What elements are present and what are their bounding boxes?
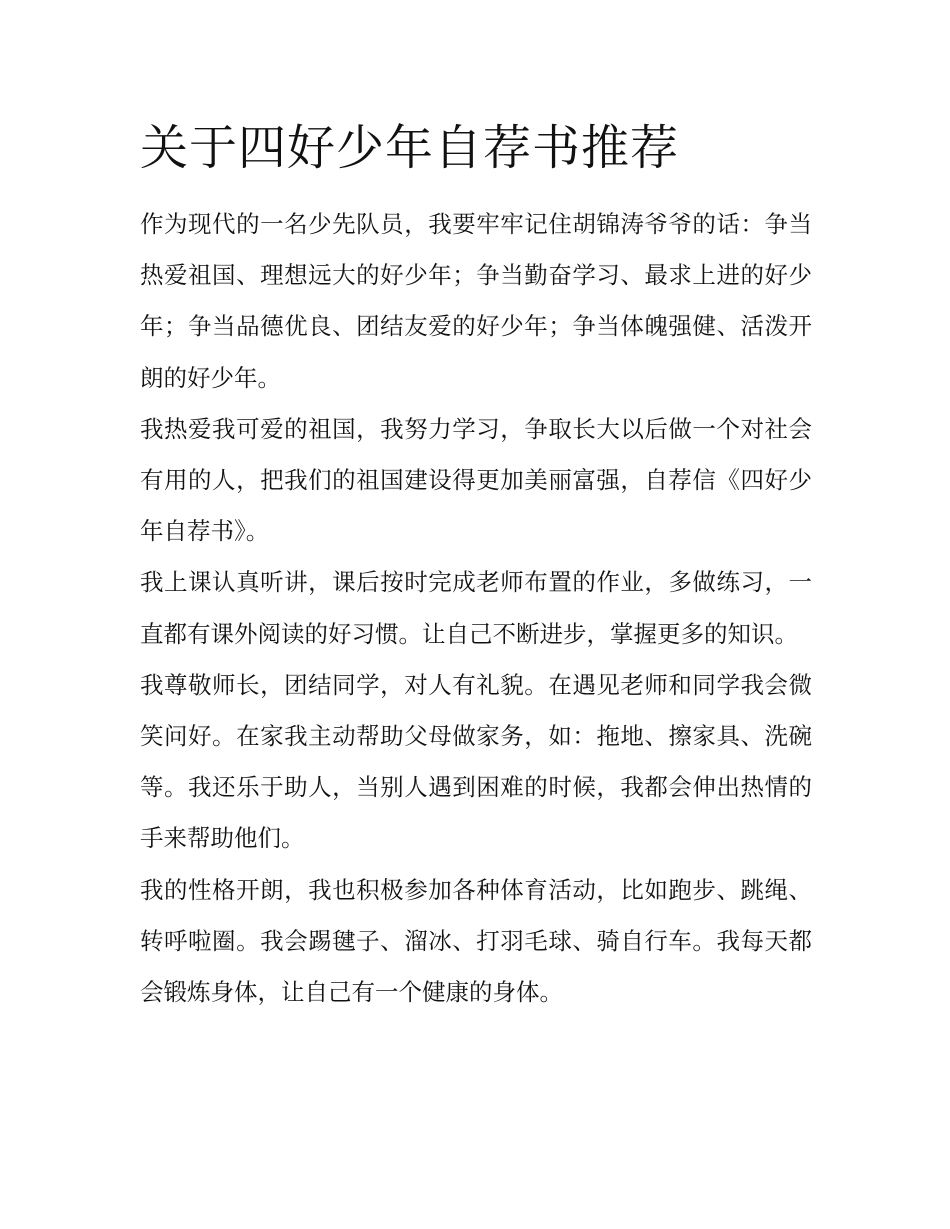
paragraph-5: 我的性格开朗，我也积极参加各种体育活动，比如跑步、跳绳、转呼啦圈。我会踢毽子、溜冰、打羽毛球、骑自行车。我每天都会锻炼身体，让自己有一个健康的身体。 (140, 875, 812, 1007)
document-body (140, 199, 812, 1018)
paragraph-1: 作为现代的一名少先队员，我要牢牢记住胡锦涛爷爷的话：争当热爱祖国、理想远大的好少年；争当勤奋学习、最求上进的好少年；争当品德优良、团结友爱的好少年；争当体魄强健、活泼开朗的好少年。 (140, 210, 812, 392)
paragraph-4: 我尊敬师长，团结同学，对人有礼貌。在遇见老师和同学我会微笑问好。在家我主动帮助父母做家务，如：拖地、擦家具、洗碗等。我还乐于助人，当别人遇到困难的时候，我都会伸出热情的手来帮助他们。 (140, 670, 812, 853)
paragraph-2: 我热爱我可爱的祖国，我努力学习，争取长大以后做一个对社会有用的人，把我们的祖国建设得更加美丽富强，自荐信《四好少年自荐书》。 (140, 414, 812, 546)
document-title: 关于四好少年自荐书推荐 (140, 120, 680, 176)
paragraph-3: 我上课认真听讲，课后按时完成老师布置的作业，多做练习，一直都有课外阅读的好习惯。让自己不断进步，掌握更多的知识。 (140, 568, 812, 648)
